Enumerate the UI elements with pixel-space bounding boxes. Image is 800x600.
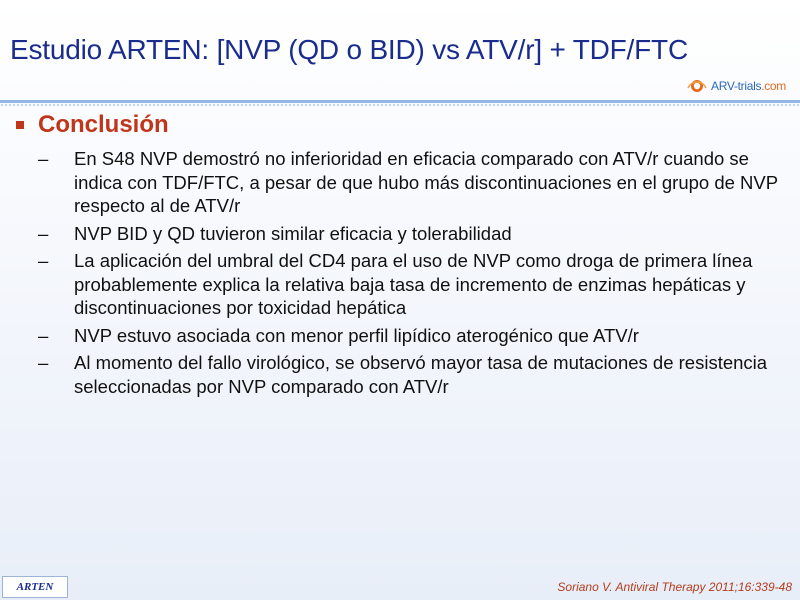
- arv-trials-logo-icon: [686, 78, 708, 94]
- list-item: [38, 222, 788, 246]
- list-item-text: NVP estuvo asociada con menor perfil lipídico aterogénico que ATV/r: [74, 324, 639, 346]
- dash-bullet-icon: –: [38, 148, 49, 169]
- study-tag: ARTEN: [2, 576, 68, 598]
- title-rule-dots: [0, 104, 800, 106]
- square-bullet-icon: [16, 121, 24, 129]
- section-heading: Conclusión: [38, 111, 169, 138]
- citation: Soriano V. Antiviral Therapy 2011;16:339-48: [557, 580, 792, 594]
- list-item-text: Al momento del fallo virológico, se observó mayor tasa de mutaciones de resistencia seleccionadas por NVP comparado con ATV/r: [74, 352, 768, 397]
- logo-text: [711, 79, 786, 93]
- dash-bullet-icon: –: [38, 222, 49, 244]
- dash-bullet-icon: –: [38, 324, 49, 346]
- list-item-text: En S48 NVP demostró no inferioridad en eficacia comparado con ATV/r cuando se indica con TDF/FTC, a pesar de que hubo más discontinuaciones en el grupo de NVP respecto al de ATV/r: [74, 148, 778, 216]
- list-item-text: NVP BID y QD tuvieron similar eficacia y tolerabilidad: [74, 222, 512, 244]
- list-item: [38, 249, 788, 320]
- logo-brand-suffix: .com: [761, 79, 786, 93]
- arv-trials-logo: [686, 78, 786, 94]
- section-heading-row: [16, 111, 169, 139]
- list-item-text: La aplicación del umbral del CD4 para el uso de NVP como droga de primera línea probablemente explica la relativa baja tasa de incremento de enzimas hepáticas y discontinuaciones por toxicidad hepática: [74, 250, 753, 318]
- title-rule: [0, 100, 800, 103]
- slide-title: Estudio ARTEN: [NVP (QD o BID) vs ATV/r] + TDF/FTC: [10, 34, 688, 65]
- list-item: [38, 324, 788, 348]
- list-item: [38, 351, 788, 398]
- conclusion-list: [38, 147, 788, 402]
- list-item: [38, 147, 788, 218]
- dash-bullet-icon: –: [38, 352, 49, 373]
- dash-bullet-icon: –: [38, 250, 49, 271]
- logo-brand-prefix: ARV-trials: [711, 79, 762, 93]
